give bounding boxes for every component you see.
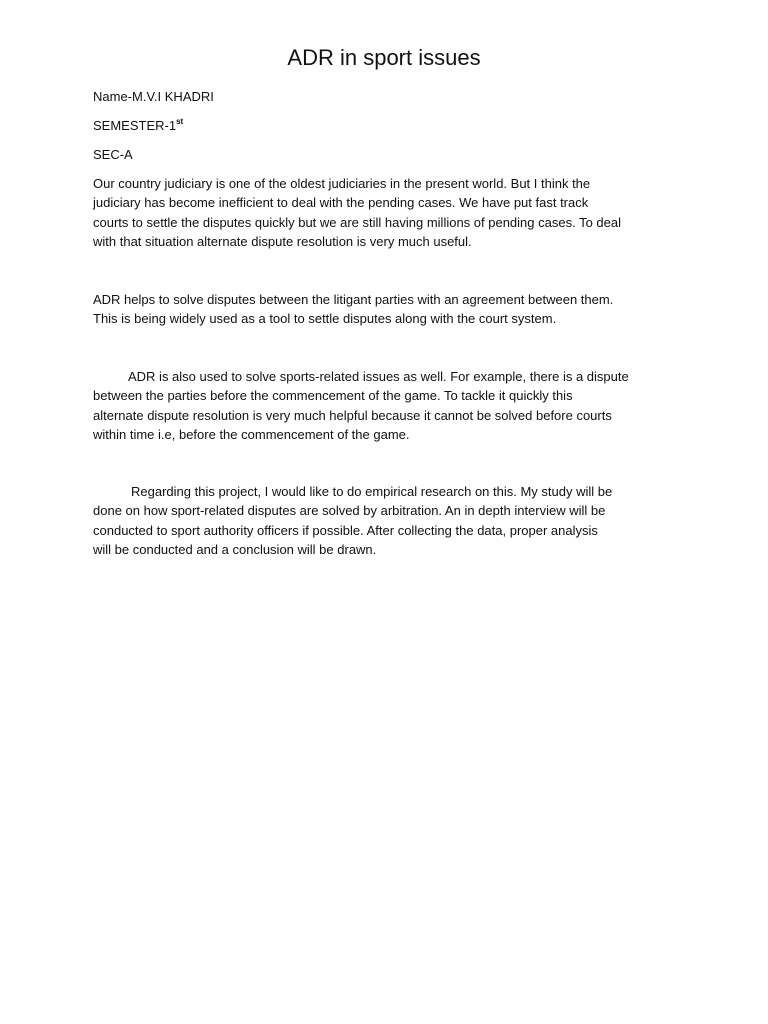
paragraph-2 — [93, 290, 683, 329]
semester-superscript: st — [176, 117, 184, 126]
paragraph-line: with that situation alternate dispute resolution is very much useful. — [93, 234, 472, 250]
paragraph-line: Our country judiciary is one of the oldest judiciaries in the present world. But I think the — [93, 176, 591, 191]
paragraph-line: between the parties before the commencement of the game. To tackle it quickly this — [93, 388, 573, 404]
paragraph-line: will be conducted and a conclusion will be drawn. — [93, 542, 377, 558]
semester-text: SEMESTER-1 — [93, 118, 177, 133]
paragraph-line: conducted to sport authority officers if possible. After collecting the data, proper analysis — [93, 522, 598, 538]
paragraph-line: done on how sport-related disputes are solved by arbitration. An in depth interview will be — [93, 503, 606, 519]
paragraph-line: judiciary has become inefficient to deal with the pending cases. We have put fast track — [93, 195, 589, 211]
student-name: Name-M.V.I KHADRI — [93, 89, 214, 104]
semester-line — [93, 116, 183, 135]
paragraph-line: ADR is also used to solve sports-related issues as well. For example, there is a dispute — [128, 369, 629, 384]
paragraph-line: alternate dispute resolution is very much helpful because it cannot be solved before courts — [93, 407, 612, 423]
paragraph-line: Regarding this project, I would like to do empirical research on this. My study will be — [131, 484, 613, 499]
paragraph-line: courts to settle the disputes quickly but we are still having millions of pending cases. To deal — [93, 214, 621, 230]
paragraph-4 — [93, 482, 683, 560]
paragraph-line: This is being widely used as a tool to settle disputes along with the court system. — [93, 311, 557, 327]
section-line: SEC-A — [93, 147, 133, 162]
paragraph-3 — [93, 367, 683, 445]
paragraph-line: ADR helps to solve disputes between the litigant parties with an agreement between them. — [93, 292, 614, 307]
paragraph-line: within time i.e, before the commencement of the game. — [93, 427, 410, 443]
paragraph-1 — [93, 174, 683, 252]
document-title: ADR in sport issues — [287, 45, 481, 70]
